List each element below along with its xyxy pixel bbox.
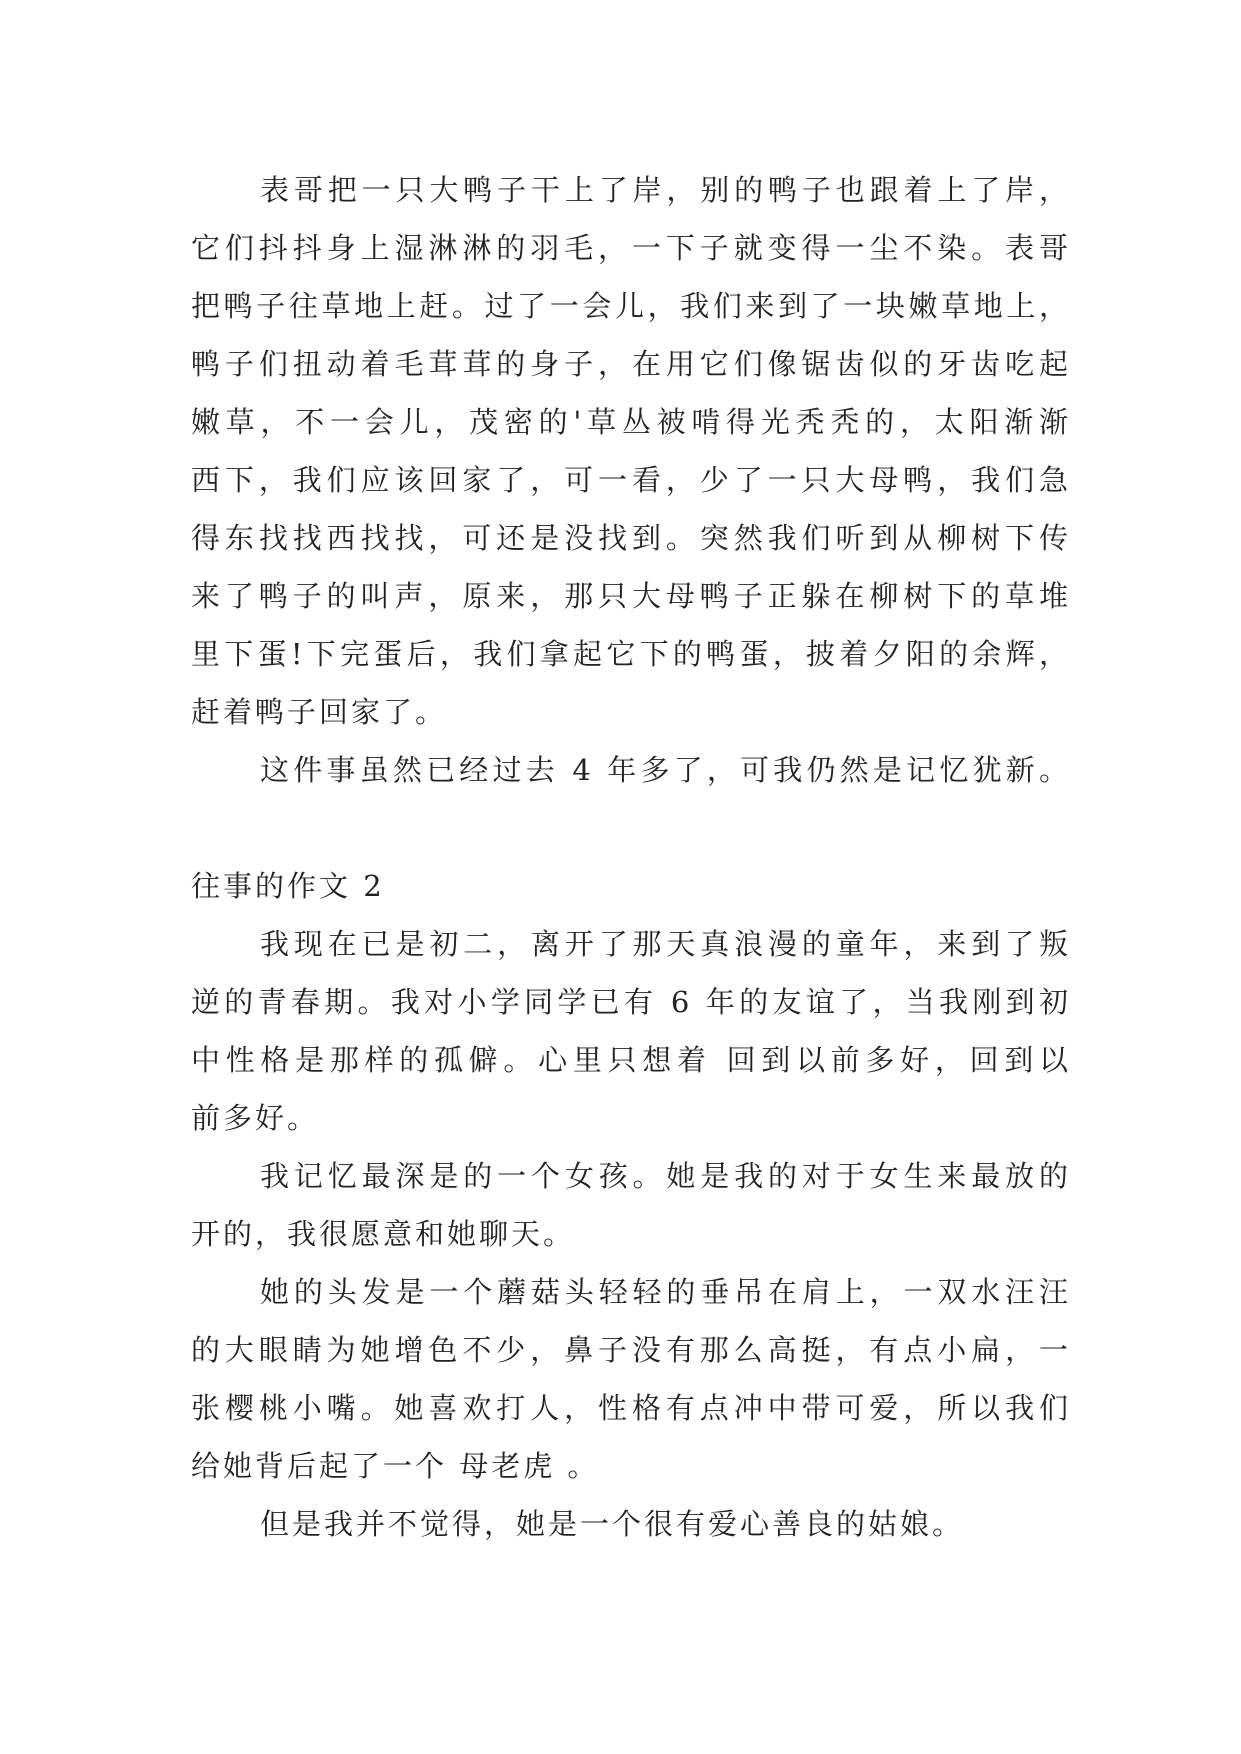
text-line: 给她背后起了一个 母老虎 。 bbox=[191, 1449, 600, 1483]
text-line: 逆的青春期。我对小学同学已有 6 年的友谊了，当我刚到初 bbox=[191, 985, 1071, 1019]
text-line: 嫩草，不一会儿，茂密的'草丛被啃得光秃秃的，太阳渐渐 bbox=[191, 405, 1071, 439]
text-line: 但是我并不觉得，她是一个很有爱心善良的姑娘。 bbox=[260, 1507, 965, 1541]
text-line: 我现在已是初二，离开了那天真浪漫的童年，来到了叛 bbox=[260, 927, 1071, 961]
text-line: 中性格是那样的孤僻。心里只想着 回到以前多好，回到以 bbox=[191, 1043, 1071, 1077]
text-line: 得东找找西找找，可还是没找到。突然我们听到从柳树下传 bbox=[191, 521, 1071, 555]
text-line: 开的，我很愿意和她聊天。 bbox=[191, 1217, 576, 1251]
text-line: 我记忆最深是的一个女孩。她是我的对于女生来最放的 bbox=[260, 1159, 1071, 1193]
text-line: 里下蛋!下完蛋后，我们拿起它下的鸭蛋，披着夕阳的余辉， bbox=[191, 637, 1071, 671]
text-line: 表哥把一只大鸭子干上了岸，别的鸭子也跟着上了岸， bbox=[260, 173, 1071, 207]
text-line: 西下，我们应该回家了，可一看，少了一只大母鸭，我们急 bbox=[191, 463, 1071, 497]
text-line: 赶着鸭子回家了。 bbox=[191, 695, 448, 729]
text-line: 它们抖抖身上湿淋淋的羽毛，一下子就变得一尘不染。表哥 bbox=[191, 231, 1071, 265]
text-line: 前多好。 bbox=[191, 1101, 320, 1135]
text-line: 的大眼睛为她增色不少，鼻子没有那么高挺，有点小扁，一 bbox=[191, 1333, 1071, 1367]
text-line: 这件事虽然已经过去 4 年多了，可我仍然是记忆犹新。 bbox=[260, 753, 1071, 787]
text-line: 张樱桃小嘴。她喜欢打人，性格有点冲中带可爱，所以我们 bbox=[191, 1391, 1071, 1425]
text-line: 鸭子们扭动着毛茸茸的身子，在用它们像锯齿似的牙齿吃起 bbox=[191, 347, 1071, 381]
section-heading: 往事的作文 2 bbox=[191, 869, 385, 903]
text-line: 把鸭子往草地上赶。过了一会儿，我们来到了一块嫩草地上， bbox=[191, 289, 1071, 323]
text-line: 她的头发是一个蘑菇头轻轻的垂吊在肩上，一双水汪汪 bbox=[260, 1275, 1071, 1309]
text-line: 来了鸭子的叫声，原来，那只大母鸭子正躲在柳树下的草堆 bbox=[191, 579, 1071, 613]
